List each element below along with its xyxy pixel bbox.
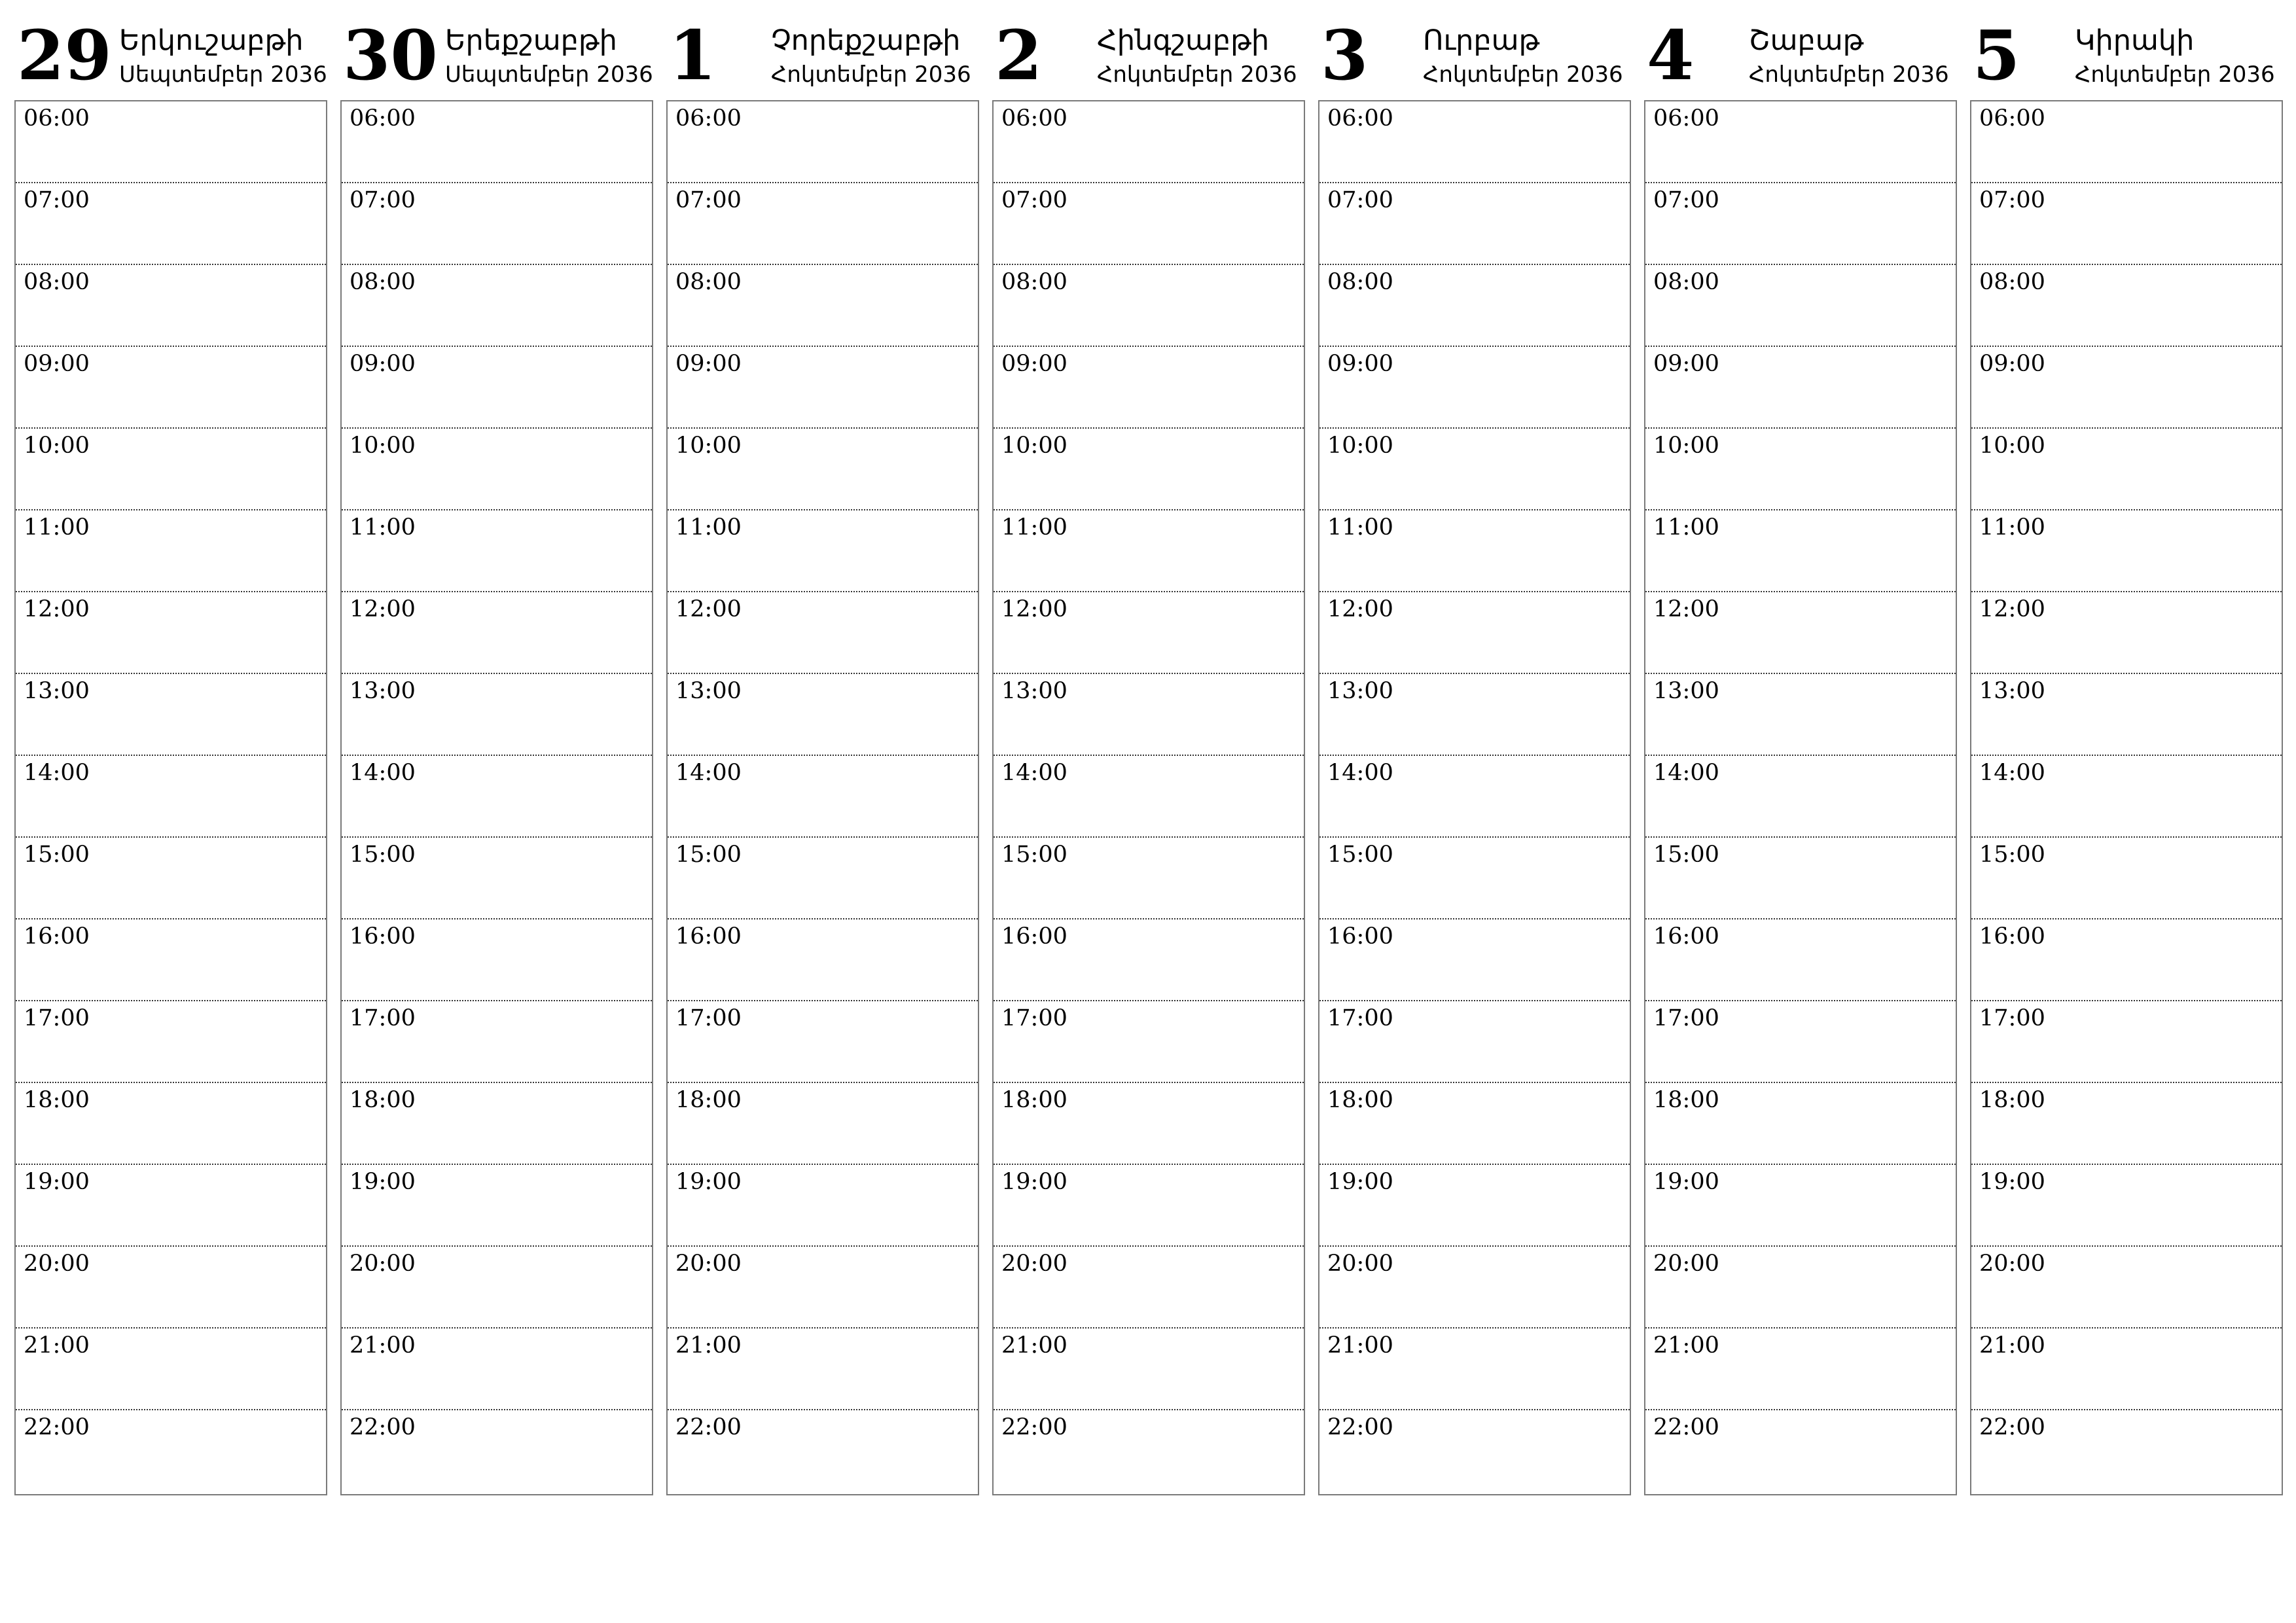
- hour-label: 13:00: [675, 678, 742, 704]
- hour-slot[interactable]: [1319, 1001, 1630, 1083]
- hour-label: 20:00: [1979, 1251, 2045, 1277]
- hour-label: 21:00: [1327, 1332, 1393, 1359]
- hour-slot[interactable]: [1319, 592, 1630, 674]
- hour-slot[interactable]: [1319, 183, 1630, 265]
- hour-slot[interactable]: [342, 1329, 652, 1410]
- hour-slot[interactable]: [994, 1083, 1304, 1165]
- hour-slot[interactable]: [994, 1247, 1304, 1329]
- hour-slot[interactable]: [1645, 1410, 1956, 1492]
- hour-label: 15:00: [350, 842, 416, 868]
- hour-slot[interactable]: [1645, 1001, 1956, 1083]
- hour-label: 06:00: [1327, 105, 1393, 132]
- day-column: [14, 0, 327, 1505]
- hour-label: 20:00: [24, 1251, 90, 1277]
- hour-label: 09:00: [1979, 351, 2045, 377]
- hour-label: 11:00: [24, 514, 90, 541]
- hour-slot[interactable]: [668, 1001, 978, 1083]
- day-header: [1318, 0, 1631, 99]
- hour-slot[interactable]: [1971, 919, 2282, 1001]
- hour-label: 09:00: [675, 351, 742, 377]
- hour-slot[interactable]: [1319, 756, 1630, 838]
- hour-label: 21:00: [1653, 1332, 1719, 1359]
- hour-slot[interactable]: [1319, 1410, 1630, 1492]
- hour-slot[interactable]: [1319, 674, 1630, 756]
- hour-label: 17:00: [24, 1005, 90, 1031]
- hour-label: 22:00: [24, 1414, 90, 1440]
- hour-slot[interactable]: [1645, 429, 1956, 510]
- hour-label: 21:00: [675, 1332, 742, 1359]
- hour-slot[interactable]: [342, 101, 652, 183]
- hour-label: 07:00: [350, 187, 416, 213]
- hour-slot[interactable]: [1971, 1165, 2282, 1247]
- day-number: 2: [995, 15, 1043, 96]
- hour-label: 10:00: [1653, 433, 1719, 459]
- hour-label: 11:00: [1001, 514, 1067, 541]
- hour-slot[interactable]: [1645, 1329, 1956, 1410]
- hour-label: 22:00: [1979, 1414, 2045, 1440]
- hour-slot[interactable]: [668, 1247, 978, 1329]
- hour-label: 12:00: [1653, 596, 1719, 622]
- hour-label: 22:00: [675, 1414, 742, 1440]
- hour-slot[interactable]: [1971, 756, 2282, 838]
- hour-slot[interactable]: [342, 510, 652, 592]
- hour-slot[interactable]: [342, 1165, 652, 1247]
- hour-slot[interactable]: [994, 592, 1304, 674]
- hour-slot[interactable]: [1319, 1083, 1630, 1165]
- hour-label: 08:00: [1001, 269, 1067, 295]
- hour-slot[interactable]: [1645, 101, 1956, 183]
- hour-slot[interactable]: [1319, 510, 1630, 592]
- hour-label: 22:00: [1001, 1414, 1067, 1440]
- hour-slot[interactable]: [342, 265, 652, 347]
- hour-label: 15:00: [675, 842, 742, 868]
- hour-slot[interactable]: [668, 101, 978, 183]
- hour-label: 20:00: [350, 1251, 416, 1277]
- hour-grid: [14, 100, 327, 1495]
- hour-label: 22:00: [1327, 1414, 1393, 1440]
- hour-label: 16:00: [675, 923, 742, 950]
- hour-slot[interactable]: [668, 674, 978, 756]
- hour-slot[interactable]: [16, 674, 326, 756]
- weekday-name: Հինգշաբթի: [1097, 24, 1270, 57]
- hour-slot[interactable]: [1645, 183, 1956, 265]
- hour-slot[interactable]: [342, 838, 652, 919]
- hour-label: 12:00: [1979, 596, 2045, 622]
- hour-label: 16:00: [1327, 923, 1393, 950]
- month-year: Հոկտեմբեր 2036: [1423, 62, 1623, 88]
- hour-label: 10:00: [1327, 433, 1393, 459]
- hour-label: 16:00: [1001, 923, 1067, 950]
- hour-slot[interactable]: [668, 919, 978, 1001]
- hour-slot[interactable]: [1645, 674, 1956, 756]
- hour-label: 19:00: [1001, 1169, 1067, 1195]
- hour-slot[interactable]: [342, 183, 652, 265]
- hour-slot[interactable]: [668, 183, 978, 265]
- hour-slot[interactable]: [994, 674, 1304, 756]
- hour-label: 06:00: [1979, 105, 2045, 132]
- day-header: [992, 0, 1305, 99]
- day-number: 5: [1973, 15, 2020, 96]
- hour-slot[interactable]: [16, 919, 326, 1001]
- hour-label: 13:00: [24, 678, 90, 704]
- hour-slot[interactable]: [342, 756, 652, 838]
- weekday-name: Ուրբաթ: [1423, 24, 1540, 57]
- day-header: [1970, 0, 2283, 99]
- hour-slot[interactable]: [668, 429, 978, 510]
- hour-slot[interactable]: [668, 1083, 978, 1165]
- hour-slot[interactable]: [16, 183, 326, 265]
- hour-label: 08:00: [24, 269, 90, 295]
- hour-label: 10:00: [675, 433, 742, 459]
- hour-label: 12:00: [1001, 596, 1067, 622]
- weekday-name: Երեքշաբթի: [445, 24, 617, 57]
- hour-slot[interactable]: [668, 347, 978, 429]
- hour-slot[interactable]: [1971, 429, 2282, 510]
- hour-label: 18:00: [1001, 1087, 1067, 1113]
- hour-label: 07:00: [1327, 187, 1393, 213]
- hour-label: 07:00: [24, 187, 90, 213]
- hour-label: 14:00: [1001, 760, 1067, 786]
- hour-label: 17:00: [1327, 1005, 1393, 1031]
- hour-slot[interactable]: [16, 1083, 326, 1165]
- hour-slot[interactable]: [994, 347, 1304, 429]
- hour-slot[interactable]: [1971, 1410, 2282, 1492]
- hour-slot[interactable]: [1971, 1329, 2282, 1410]
- hour-label: 16:00: [1653, 923, 1719, 950]
- day-header: [340, 0, 653, 99]
- day-column: [1970, 0, 2283, 1505]
- hour-label: 09:00: [24, 351, 90, 377]
- hour-label: 16:00: [1979, 923, 2045, 950]
- hour-label: 15:00: [1653, 842, 1719, 868]
- hour-slot[interactable]: [1319, 919, 1630, 1001]
- hour-slot[interactable]: [994, 838, 1304, 919]
- month-year: Հոկտեմբեր 2036: [2075, 62, 2275, 88]
- hour-label: 19:00: [1327, 1169, 1393, 1195]
- hour-grid: [992, 100, 1305, 1495]
- hour-label: 11:00: [1979, 514, 2045, 541]
- hour-slot[interactable]: [668, 838, 978, 919]
- hour-label: 10:00: [350, 433, 416, 459]
- hour-slot[interactable]: [994, 265, 1304, 347]
- hour-label: 21:00: [1979, 1332, 2045, 1359]
- hour-slot[interactable]: [1319, 347, 1630, 429]
- day-number: 29: [17, 15, 112, 96]
- month-year: Հոկտեմբեր 2036: [771, 62, 971, 88]
- hour-label: 18:00: [675, 1087, 742, 1113]
- hour-label: 13:00: [350, 678, 416, 704]
- hour-label: 12:00: [350, 596, 416, 622]
- hour-label: 17:00: [350, 1005, 416, 1031]
- hour-slot[interactable]: [1319, 101, 1630, 183]
- hour-label: 14:00: [350, 760, 416, 786]
- hour-slot[interactable]: [1319, 838, 1630, 919]
- hour-slot[interactable]: [668, 756, 978, 838]
- hour-slot[interactable]: [16, 838, 326, 919]
- hour-label: 12:00: [675, 596, 742, 622]
- hour-slot[interactable]: [1319, 1165, 1630, 1247]
- hour-slot[interactable]: [342, 1410, 652, 1492]
- hour-slot[interactable]: [994, 429, 1304, 510]
- hour-label: 17:00: [675, 1005, 742, 1031]
- hour-label: 07:00: [1653, 187, 1719, 213]
- hour-label: 18:00: [1327, 1087, 1393, 1113]
- hour-slot[interactable]: [668, 1329, 978, 1410]
- hour-label: 10:00: [1979, 433, 2045, 459]
- hour-label: 22:00: [1653, 1414, 1719, 1440]
- day-column: [992, 0, 1305, 1505]
- hour-label: 19:00: [1979, 1169, 2045, 1195]
- hour-label: 08:00: [675, 269, 742, 295]
- hour-label: 06:00: [1001, 105, 1067, 132]
- hour-label: 19:00: [350, 1169, 416, 1195]
- hour-slot[interactable]: [1971, 674, 2282, 756]
- weekday-name: Երկուշաբթի: [119, 24, 304, 57]
- hour-label: 18:00: [1979, 1087, 2045, 1113]
- hour-slot[interactable]: [1645, 1247, 1956, 1329]
- day-number: 3: [1321, 15, 1369, 96]
- hour-slot[interactable]: [1971, 265, 2282, 347]
- day-number: 30: [343, 15, 438, 96]
- hour-label: 21:00: [24, 1332, 90, 1359]
- hour-slot[interactable]: [994, 919, 1304, 1001]
- hour-slot[interactable]: [1971, 1083, 2282, 1165]
- hour-label: 17:00: [1001, 1005, 1067, 1031]
- hour-label: 13:00: [1979, 678, 2045, 704]
- hour-slot[interactable]: [1645, 1165, 1956, 1247]
- weekday-name: Շաբաթ: [1749, 24, 1864, 57]
- hour-slot[interactable]: [1319, 1247, 1630, 1329]
- day-header: [1644, 0, 1957, 99]
- day-column: [1644, 0, 1957, 1505]
- hour-label: 13:00: [1653, 678, 1719, 704]
- hour-slot[interactable]: [1971, 510, 2282, 592]
- hour-label: 14:00: [1979, 760, 2045, 786]
- hour-label: 20:00: [675, 1251, 742, 1277]
- hour-slot[interactable]: [994, 183, 1304, 265]
- hour-grid: [1644, 100, 1957, 1495]
- hour-slot[interactable]: [668, 592, 978, 674]
- month-year: Հոկտեմբեր 2036: [1749, 62, 1949, 88]
- hour-slot[interactable]: [1645, 1083, 1956, 1165]
- hour-slot[interactable]: [16, 101, 326, 183]
- hour-label: 07:00: [675, 187, 742, 213]
- hour-slot[interactable]: [342, 1247, 652, 1329]
- hour-slot[interactable]: [994, 101, 1304, 183]
- hour-slot[interactable]: [342, 429, 652, 510]
- hour-label: 08:00: [1979, 269, 2045, 295]
- hour-slot[interactable]: [668, 265, 978, 347]
- hour-slot[interactable]: [16, 347, 326, 429]
- hour-slot[interactable]: [16, 510, 326, 592]
- hour-slot[interactable]: [1971, 592, 2282, 674]
- day-column: [340, 0, 653, 1505]
- hour-slot[interactable]: [342, 347, 652, 429]
- hour-label: 20:00: [1327, 1251, 1393, 1277]
- hour-label: 14:00: [1327, 760, 1393, 786]
- hour-slot[interactable]: [994, 1001, 1304, 1083]
- day-column: [666, 0, 979, 1505]
- hour-slot[interactable]: [1645, 592, 1956, 674]
- hour-label: 15:00: [1979, 842, 2045, 868]
- hour-label: 16:00: [24, 923, 90, 950]
- hour-label: 18:00: [24, 1087, 90, 1113]
- hour-label: 08:00: [1653, 269, 1719, 295]
- hour-slot[interactable]: [1645, 919, 1956, 1001]
- hour-label: 15:00: [24, 842, 90, 868]
- hour-slot[interactable]: [1971, 1001, 2282, 1083]
- hour-grid: [666, 100, 979, 1495]
- hour-label: 18:00: [1653, 1087, 1719, 1113]
- hour-slot[interactable]: [1971, 183, 2282, 265]
- hour-label: 09:00: [1653, 351, 1719, 377]
- hour-slot[interactable]: [16, 1165, 326, 1247]
- hour-label: 19:00: [1653, 1169, 1719, 1195]
- hour-label: 21:00: [350, 1332, 416, 1359]
- hour-slot[interactable]: [1971, 838, 2282, 919]
- hour-label: 09:00: [350, 351, 416, 377]
- hour-slot[interactable]: [1319, 265, 1630, 347]
- day-header: [666, 0, 979, 99]
- hour-slot[interactable]: [16, 1001, 326, 1083]
- weekday-name: Չորեքշաբթի: [771, 24, 961, 57]
- hour-slot[interactable]: [16, 429, 326, 510]
- hour-label: 21:00: [1001, 1332, 1067, 1359]
- hour-slot[interactable]: [994, 510, 1304, 592]
- hour-label: 14:00: [675, 760, 742, 786]
- hour-label: 06:00: [350, 105, 416, 132]
- month-year: Սեպտեմբեր 2036: [119, 62, 327, 88]
- hour-label: 12:00: [24, 596, 90, 622]
- hour-slot[interactable]: [1645, 510, 1956, 592]
- hour-label: 11:00: [1653, 514, 1719, 541]
- hour-label: 22:00: [350, 1414, 416, 1440]
- day-column: [1318, 0, 1631, 1505]
- hour-grid: [1970, 100, 2283, 1495]
- hour-slot[interactable]: [16, 756, 326, 838]
- hour-label: 11:00: [1327, 514, 1393, 541]
- hour-slot[interactable]: [342, 1001, 652, 1083]
- hour-slot[interactable]: [668, 510, 978, 592]
- hour-label: 10:00: [24, 433, 90, 459]
- hour-label: 15:00: [1001, 842, 1067, 868]
- hour-slot[interactable]: [1971, 347, 2282, 429]
- hour-slot[interactable]: [342, 919, 652, 1001]
- hour-slot[interactable]: [668, 1165, 978, 1247]
- hour-label: 07:00: [1979, 187, 2045, 213]
- hour-slot[interactable]: [1319, 429, 1630, 510]
- hour-slot[interactable]: [16, 265, 326, 347]
- hour-slot[interactable]: [1645, 347, 1956, 429]
- hour-slot[interactable]: [16, 592, 326, 674]
- day-header: [14, 0, 327, 99]
- hour-slot[interactable]: [1645, 756, 1956, 838]
- hour-label: 07:00: [1001, 187, 1067, 213]
- hour-slot[interactable]: [994, 1329, 1304, 1410]
- hour-slot[interactable]: [994, 756, 1304, 838]
- month-year: Սեպտեմբեր 2036: [445, 62, 653, 88]
- hour-label: 14:00: [1653, 760, 1719, 786]
- hour-label: 16:00: [350, 923, 416, 950]
- weekday-name: Կիրակի: [2075, 24, 2195, 57]
- hour-label: 17:00: [1653, 1005, 1719, 1031]
- hour-label: 13:00: [1001, 678, 1067, 704]
- hour-slot[interactable]: [1971, 1247, 2282, 1329]
- hour-label: 19:00: [675, 1169, 742, 1195]
- hour-label: 20:00: [1001, 1251, 1067, 1277]
- hour-slot[interactable]: [1645, 265, 1956, 347]
- hour-slot[interactable]: [1971, 101, 2282, 183]
- hour-label: 06:00: [24, 105, 90, 132]
- hour-grid: [340, 100, 653, 1495]
- hour-slot[interactable]: [16, 1247, 326, 1329]
- hour-slot[interactable]: [1319, 1329, 1630, 1410]
- hour-label: 06:00: [675, 105, 742, 132]
- hour-label: 17:00: [1979, 1005, 2045, 1031]
- hour-label: 09:00: [1001, 351, 1067, 377]
- hour-label: 18:00: [350, 1087, 416, 1113]
- day-number: 4: [1647, 15, 1695, 96]
- hour-label: 08:00: [1327, 269, 1393, 295]
- hour-slot[interactable]: [668, 1410, 978, 1492]
- hour-label: 11:00: [350, 514, 416, 541]
- hour-label: 19:00: [24, 1169, 90, 1195]
- hour-slot[interactable]: [994, 1165, 1304, 1247]
- hour-label: 08:00: [350, 269, 416, 295]
- hour-label: 12:00: [1327, 596, 1393, 622]
- hour-label: 06:00: [1653, 105, 1719, 132]
- hour-label: 20:00: [1653, 1251, 1719, 1277]
- hour-slot[interactable]: [342, 1083, 652, 1165]
- hour-slot[interactable]: [994, 1410, 1304, 1492]
- hour-label: 11:00: [675, 514, 742, 541]
- hour-label: 15:00: [1327, 842, 1393, 868]
- hour-slot[interactable]: [342, 592, 652, 674]
- hour-label: 13:00: [1327, 678, 1393, 704]
- hour-slot[interactable]: [16, 1410, 326, 1492]
- hour-slot[interactable]: [342, 674, 652, 756]
- hour-label: 14:00: [24, 760, 90, 786]
- hour-label: 09:00: [1327, 351, 1393, 377]
- month-year: Հոկտեմբեր 2036: [1097, 62, 1297, 88]
- hour-label: 10:00: [1001, 433, 1067, 459]
- hour-grid: [1318, 100, 1631, 1495]
- day-number: 1: [669, 15, 717, 96]
- hour-slot[interactable]: [16, 1329, 326, 1410]
- hour-slot[interactable]: [1645, 838, 1956, 919]
